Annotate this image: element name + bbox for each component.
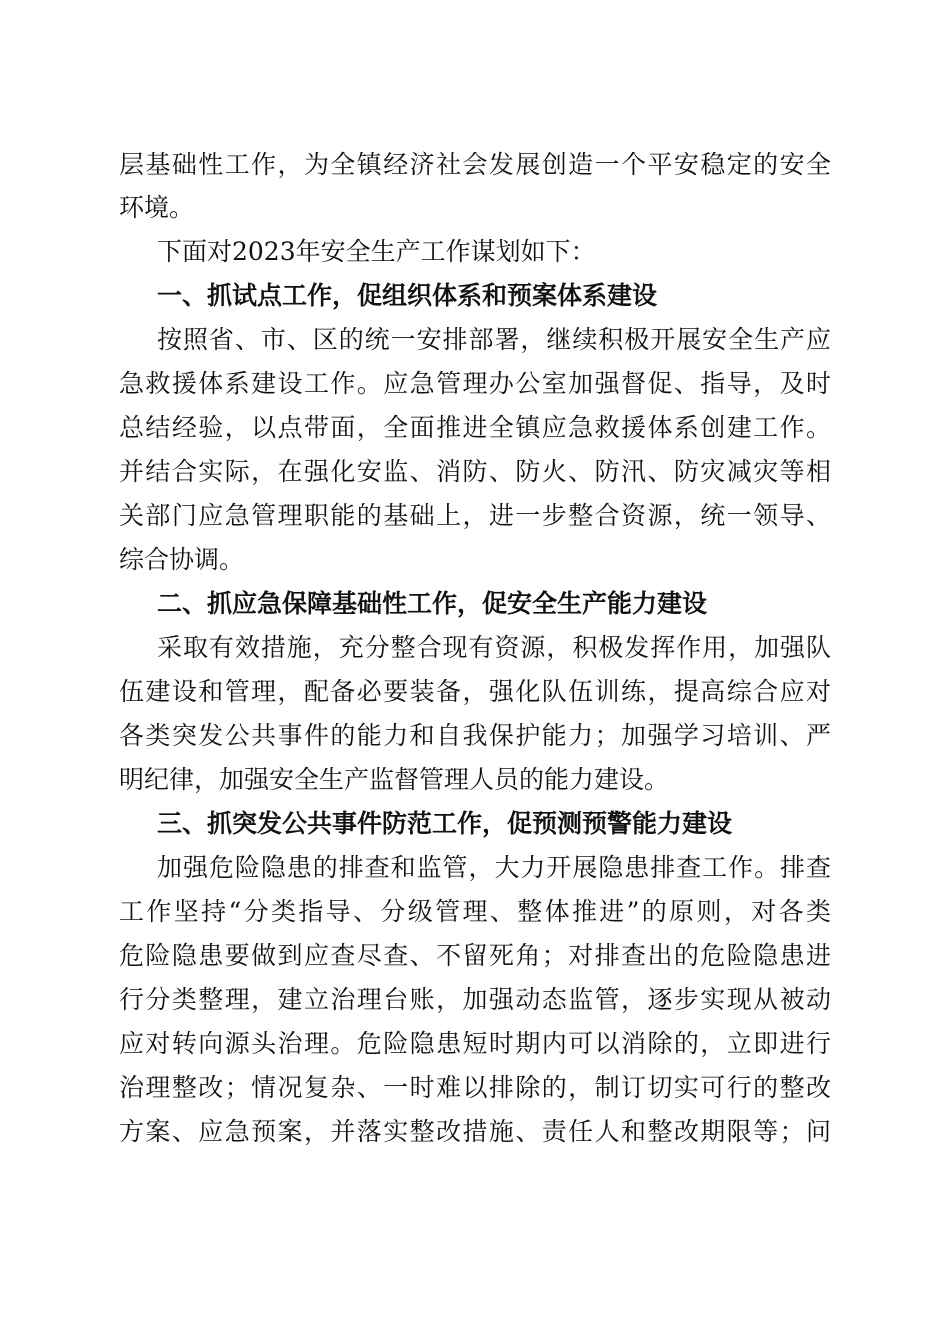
paragraph-line: 环境。 [119,193,195,222]
paragraph-line: 下面对2023年安全生产工作谋划如下： [157,237,596,266]
paragraph-line: 各类突发公共事件的能力和自我保护能力；加强学习培训、严 [119,721,831,750]
paragraph-line: 综合协调。 [119,545,245,574]
paragraph-line: 工作坚持“分类指导、分级管理、整体推进”的原则，对各类 [119,897,831,926]
paragraph-line: 按照省、市、区的统一安排部署，继续积极开展安全生产应 [157,325,831,354]
paragraph-line: 急救援体系建设工作。应急管理办公室加强督促、指导，及时 [119,369,831,398]
paragraph-line: 伍建设和管理，配备必要装备，强化队伍训练，提高综合应对 [119,677,831,706]
section-heading-2: 二、抓应急保障基础性工作，促安全生产能力建设 [157,589,708,618]
paragraph-line: 危险隐患要做到应查尽查、不留死角；对排查出的危险隐患进 [119,941,831,970]
paragraph-line: 行分类整理，建立治理台账，加强动态监管，逐步实现从被动 [119,985,831,1014]
paragraph-line: 方案、应急预案，并落实整改措施、责任人和整改期限等；问 [119,1117,831,1146]
paragraph-line: 治理整改；情况复杂、一时难以排除的，制订切实可行的整改 [119,1073,831,1102]
paragraph-line: 层基础性工作，为全镇经济社会发展创造一个平安稳定的安全 [119,150,831,179]
paragraph-line: 采取有效措施，充分整合现有资源，积极发挥作用，加强队 [157,633,831,662]
paragraph-line: 加强危险隐患的排查和监管，大力开展隐患排查工作。排查 [157,853,831,882]
paragraph-line: 关部门应急管理职能的基础上，进一步整合资源，统一领导、 [119,501,831,530]
section-heading-3: 三、抓突发公共事件防范工作，促预测预警能力建设 [157,809,733,838]
paragraph-line: 并结合实际，在强化安监、消防、防火、防汛、防灾减灾等相 [119,457,831,486]
paragraph-line: 明纪律，加强安全生产监督管理人员的能力建设。 [119,765,670,794]
paragraph-line: 应对转向源头治理。危险隐患短时期内可以消除的，立即进行 [119,1029,831,1058]
paragraph-line: 总结经验，以点带面，全面推进全镇应急救援体系创建工作。 [119,413,831,442]
section-heading-1: 一、抓试点工作，促组织体系和预案体系建设 [157,281,658,310]
